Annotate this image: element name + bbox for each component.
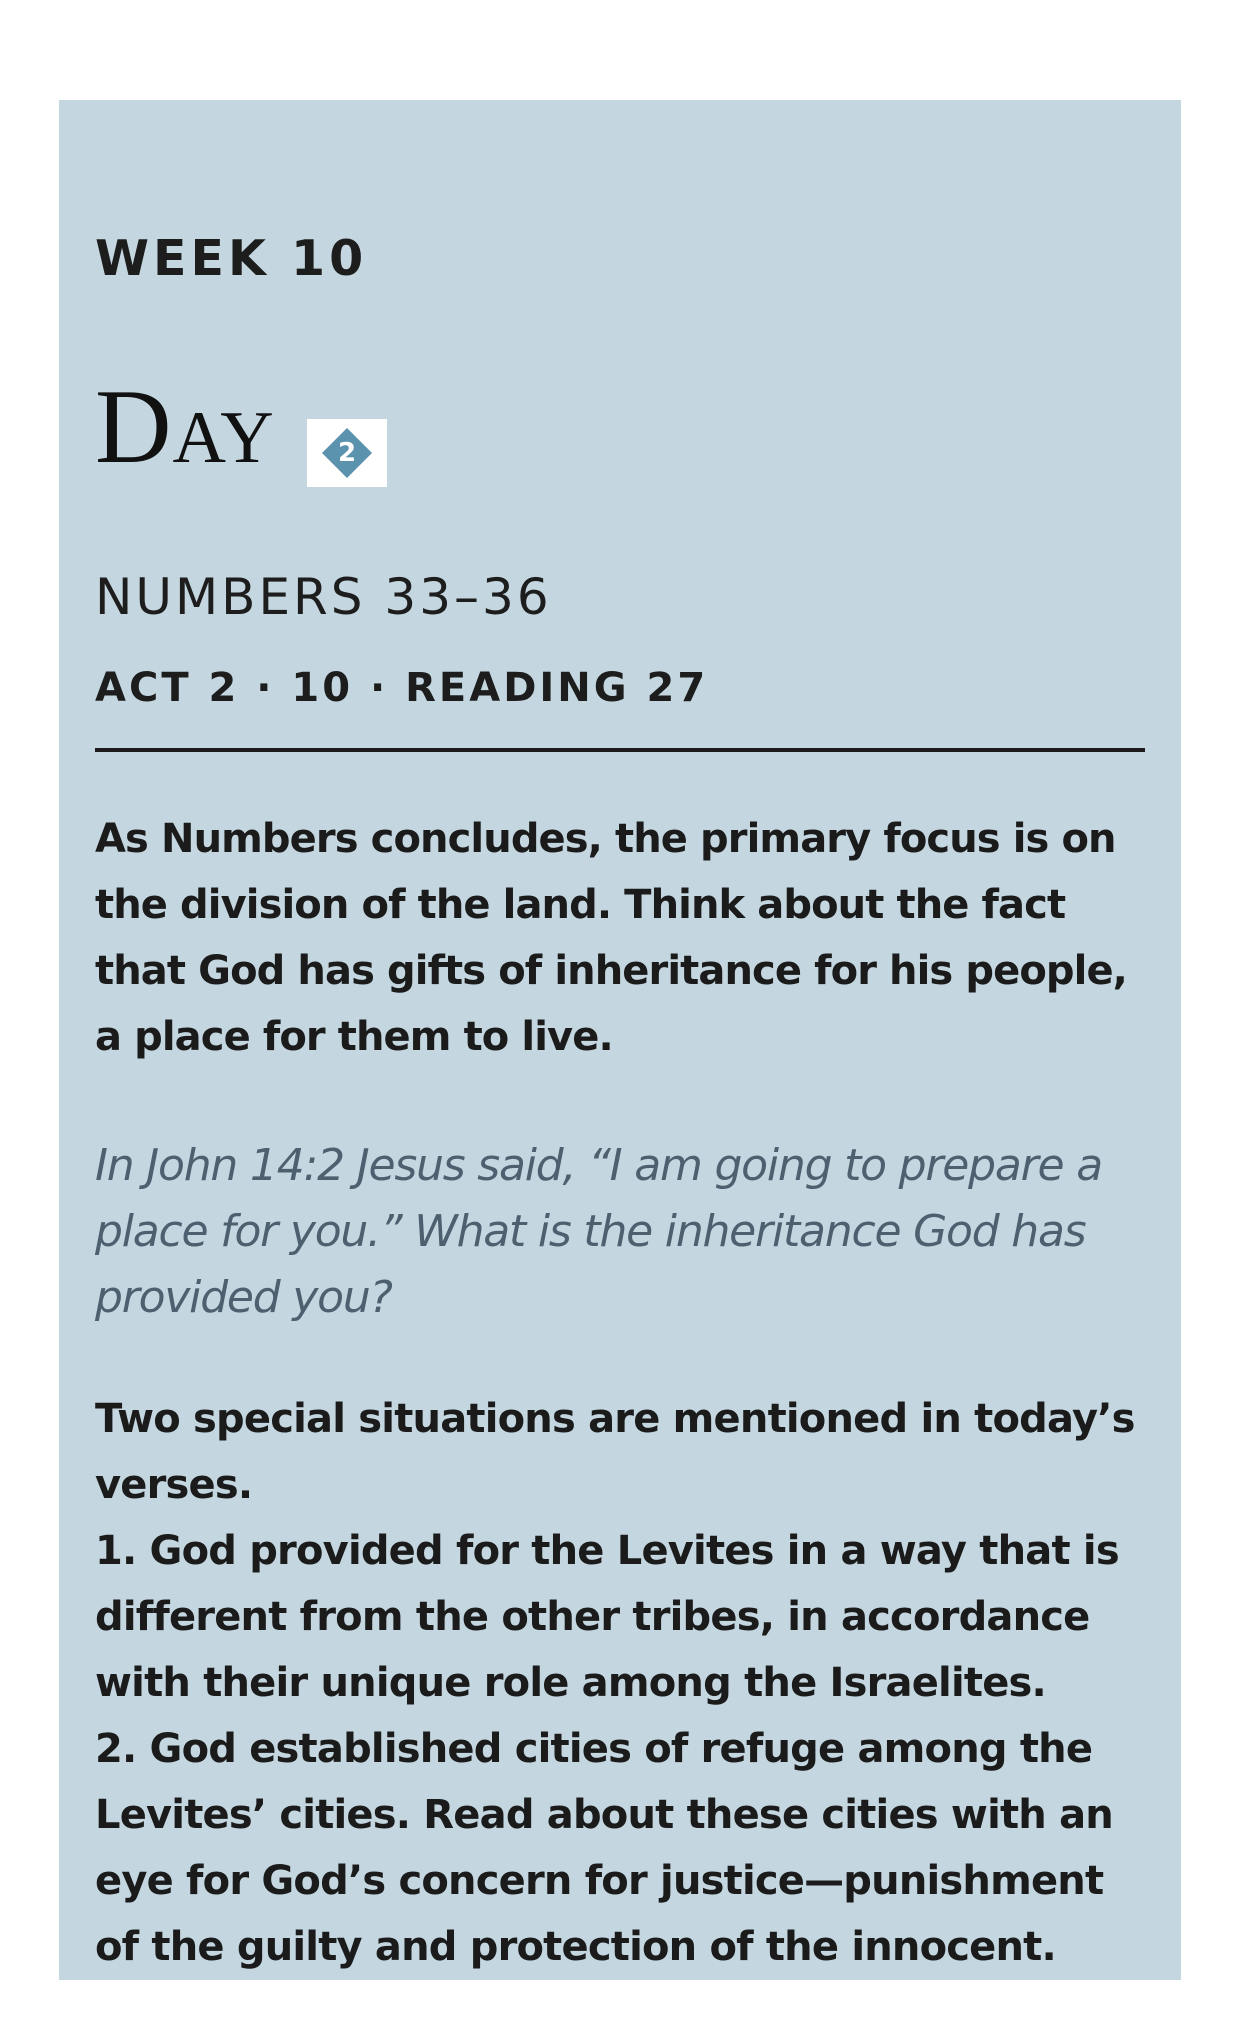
day-heading [95,368,357,485]
day-title: Day [95,368,275,485]
situation-item-1: 1. God provided for the Levites in a way that is different from the other tribes, in accordance with their unique role among the Israelites. [95,1528,1119,1706]
reflection-question: In John 14:2 Jesus said, “I am going to prepare a place for you.” What is the inheritance God has provided you? [95,1140,1102,1323]
day-number: 2 [337,438,357,468]
situations-intro: Two special situations are mentioned in today’s verses. [95,1396,1135,1508]
devotional-card [59,100,1181,1980]
divider [95,748,1145,752]
situation-item-2: 2. God established cities of refuge among the Levites’ cities. Read about these cities with an eye for God’s concern for justice—punishment of the guilty and protection of the innocent. [95,1726,1113,1970]
passage-title: NUMBERS 33–36 [95,568,552,626]
day-number-badge [307,419,387,487]
situations-paragraph [95,1386,1159,1980]
act-reading-label: ACT 2 · 10 · READING 27 [95,665,709,711]
week-label: WEEK 10 [95,230,368,287]
intro-paragraph: As Numbers concludes, the primary focus is on the division of the land. Think about the fact that God has gifts of inheritance for his people, a place for them to live. [95,816,1127,1060]
